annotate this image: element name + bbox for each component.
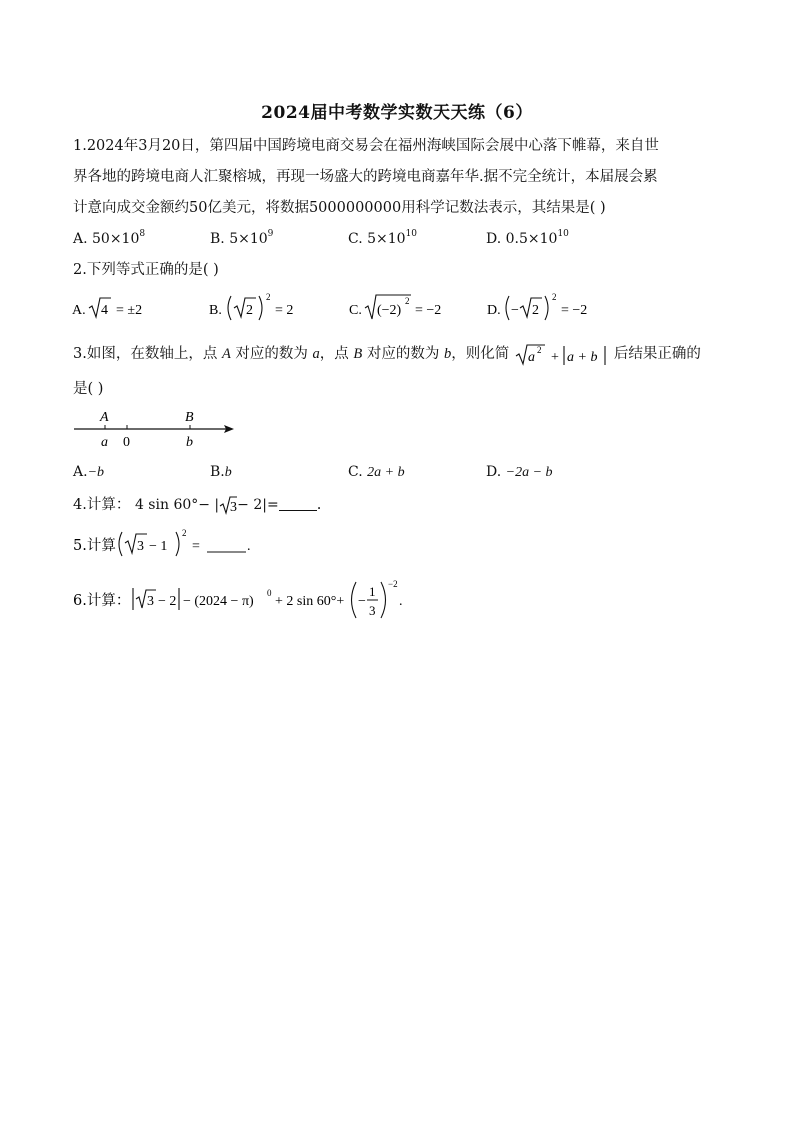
svg-text:1: 1 (369, 584, 376, 599)
q3-stem-line2: 是( ) (73, 381, 104, 397)
point-b-label: B (185, 410, 194, 425)
svg-text:+ 2 sin 60°+: + 2 sin 60°+ (275, 594, 345, 609)
q6-line (70, 578, 430, 624)
q1-line3: 计意向成交金额约50亿美元，将数据5000000000用科学记数法表示，其结果是( ) (73, 200, 606, 216)
svg-text:.: . (399, 594, 403, 609)
svg-text:4: 4 (101, 303, 108, 318)
svg-text:2: 2 (266, 292, 271, 302)
q1-option-c[interactable]: C. $5\times 10^{10}$ (348, 229, 418, 247)
left-paren-icon (506, 296, 509, 320)
q2-option-d[interactable] (485, 290, 615, 328)
svg-text:= 2: = 2 (275, 303, 294, 318)
q3-number-line (70, 405, 245, 453)
q1-option-a[interactable]: A. $50\times 10^8$ (73, 229, 146, 247)
q5-line (70, 527, 270, 563)
q1-option-d[interactable]: D. $0.5\times 10^{10}$ (486, 229, 569, 247)
right-paren-icon (545, 296, 548, 320)
svg-text:3: 3 (147, 594, 154, 609)
svg-text:2: 2 (536, 345, 542, 355)
svg-text:.: . (247, 539, 251, 554)
q2-option-a[interactable] (70, 290, 180, 328)
value-a-label: a (101, 435, 108, 450)
svg-text:2: 2 (182, 528, 187, 538)
svg-text:B.: B. (209, 303, 222, 318)
svg-text:0: 0 (267, 588, 272, 598)
left-paren-icon (119, 532, 122, 556)
svg-text:a + b: a + b (566, 350, 598, 365)
q3-option-a[interactable]: A.−b (73, 464, 105, 480)
q3-option-b[interactable]: B.b (210, 464, 232, 480)
svg-text:(−2): (−2) (377, 303, 402, 318)
svg-text:2: 2 (246, 303, 253, 318)
svg-text:5.计算: 5.计算 (73, 538, 116, 554)
right-paren-icon (176, 532, 179, 556)
value-0-label: 0 (123, 435, 130, 450)
svg-text:− (2024 − π): − (2024 − π) (183, 594, 254, 609)
svg-text:a: a (527, 350, 535, 365)
svg-text:− 1: − 1 (149, 539, 168, 554)
svg-text:=: = (192, 539, 200, 554)
q1-option-b[interactable]: B. $5\times 10^9$ (210, 229, 274, 247)
svg-text:A.: A. (72, 303, 86, 318)
svg-text:− 2: − 2 (158, 594, 177, 609)
svg-text:2: 2 (405, 296, 410, 306)
svg-text:−: − (358, 594, 366, 609)
q3-expression (514, 341, 614, 367)
svg-text:D.: D. (487, 303, 501, 318)
svg-text:−2: −2 (388, 579, 398, 589)
q1-line2: 界各地的跨境电商人汇聚榕城，再现一场盛大的跨境电商嘉年华.据不完全统计，本届展会累 (73, 169, 658, 185)
q1-line1: 1.2024年3月20日，第四届中国跨境电商交易会在福州海峡国际会展中心落下帷幕，来自世 (73, 138, 659, 154)
left-paren-icon (352, 582, 357, 618)
q4-answer-blank[interactable] (279, 496, 317, 511)
q3-option-d[interactable]: D. −2a − b (486, 464, 553, 480)
svg-text:3: 3 (230, 500, 238, 515)
q2-option-c[interactable] (347, 290, 477, 328)
svg-text:3: 3 (369, 603, 376, 618)
radical-sign-icon (219, 494, 237, 516)
value-b-label: b (186, 435, 193, 450)
svg-text:−: − (511, 303, 519, 318)
svg-text:2: 2 (552, 292, 557, 302)
q3-option-c[interactable]: C. 2a + b (348, 464, 405, 480)
q2-stem: 2.下列等式正确的是( ) (73, 262, 219, 278)
svg-text:+: + (550, 350, 559, 365)
q3-stem-line1: 3.如图，在数轴上，点 A 对应的数为 a，点 B 对应的数为 b，则化简 a 2 + a + b 后结果正确的 (73, 341, 701, 367)
q2-option-b[interactable] (207, 290, 327, 328)
svg-text:= −2: = −2 (561, 303, 588, 318)
svg-text:6.计算：: 6.计算： (73, 593, 131, 609)
right-paren-icon (381, 582, 386, 618)
svg-text:C.: C. (349, 303, 362, 318)
q4-line: 4.计算： 4 sin 60°− | 3 − 2|= . (73, 494, 321, 516)
svg-text:3: 3 (137, 539, 144, 554)
page-title: 2024届中考数学实数天天练（6） (261, 103, 533, 123)
right-paren-icon (259, 296, 262, 320)
svg-text:= ±2: = ±2 (116, 303, 143, 318)
svg-text:= −2: = −2 (415, 303, 442, 318)
left-paren-icon (228, 296, 231, 320)
point-a-label: A (100, 410, 109, 425)
svg-text:2: 2 (532, 303, 539, 318)
